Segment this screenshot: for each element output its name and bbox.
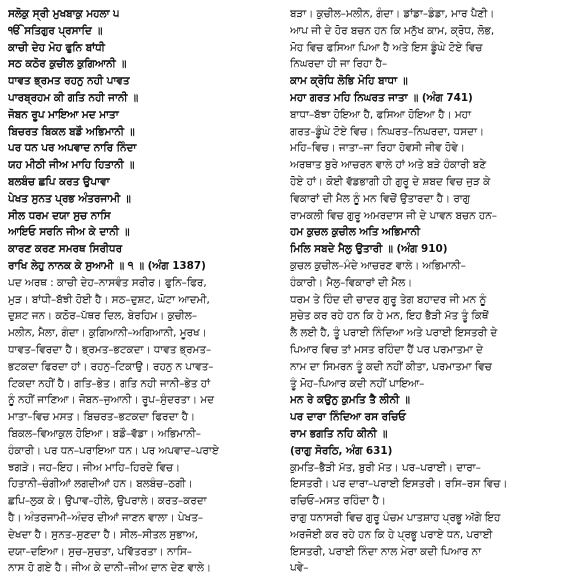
right-column-line: ਰਾਗੁ ਧਨਾਸਰੀ ਵਿਚ ਗੁਰੂ ਪੰਚਮ ਪਾਤਸ਼ਾਹ ਪ੍ਰਭੂ ਅੱਗੇ ਇਹ	[290, 511, 501, 524]
left-text-column	[8, 6, 283, 577]
left-column-line: ਭਟਕਦਾ ਫਿਰਦਾ ਹਾਂ। ਰਹਨੁ–ਟਿਕਾਉ। ਰਹਨੁ ਨ ਪਾਵਤ–	[8, 360, 214, 373]
left-column-line: ਮੁੜ। ਬਾਂਧੀ–ਬੱਝੀ ਹੋਈ ਹੈ। ਸਠ–ਦੁਸ਼ਟ, ਘੋਟਾ ਆਦਮੀ,	[8, 293, 210, 306]
left-column-line: ਬਲਬੰਚ ਛਪਿ ਕਰਤ ਉਪਾਵਾ	[8, 175, 110, 188]
left-column-line: ਬਿਕਲ–ਵਿਆਕੁਲ ਹੋਇਆ। ਬਡੌ–ਵੱਡਾ। ਅਭਿਮਾਨੀ–	[8, 427, 201, 440]
right-column-line: ਗਰਤ–ਡੂੰਘੇ ਟੋਏ ਵਿਚ। ਨਿਘਰਤ–ਨਿਘਰਦਾ, ਧਸਦਾ।	[290, 125, 484, 138]
left-column-line: ਪਦ ਅਰਥ : ਕਾਚੀ ਦੇਹ–ਨਾਸਵੰਤ ਸਰੀਰ। ਫੁਨਿ–ਫਿਰ,	[8, 276, 207, 289]
right-column-line: ਕਾਮ ਕ੍ਰੋਧਿ ਲੋਭਿ ਮੋਹਿ ਬਾਧਾ ॥	[290, 75, 408, 88]
left-column-line: ਟਿਕਦਾ ਨਹੀਂ ਹੈ। ਗਤਿ–ਭੇਤ। ਗਤਿ ਨਹੀ ਜਾਨੀ–ਭੇਤ ਹਾਂ	[8, 377, 211, 390]
right-column-line: ਮੋਹ ਵਿਚ ਫਸਿਆ ਪਿਆ ਹੈ ਅਤੇ ਇਸ ਡੂੰਘੇ ਟੋਏ ਵਿਚ	[290, 41, 483, 54]
left-column-line: ਕਾਰਣ ਕਰਣ ਸਮਰਥ ਸਿਰੀਧਰ	[8, 243, 123, 256]
right-text-column	[290, 6, 558, 577]
left-column-line: ਦੁਸ਼ਟ ਜਨ। ਕਠੋਰ–ਪੱਥਰ ਦਿਲ, ਬੇਰਹਿਮ। ਕੁਚੀਲ–	[8, 310, 198, 323]
right-column-line: ਅਰਥਾਤ ਬੁਰੇ ਆਚਰਨ ਵਾਲੇ ਹਾਂ ਅਤੇ ਬੜੇ ਹੰਕਾਰੀ ਬਣੇ	[290, 159, 487, 172]
right-column-line: ਮਿਲਿ ਸਬਦੇ ਮੈਲੁ ਉਤਾਰੀ ॥ (ਅੰਗ 910)	[290, 243, 448, 256]
left-column-line: ਆਇਓ ਸਰਨਿ ਜੀਅ ਕੇ ਦਾਨੀ ॥	[8, 226, 130, 239]
left-column-line: ਮਲੀਨ, ਮੈਲਾ, ਗੰਦਾ। ਕੁਗਿਆਨੀ–ਅਗਿਆਨੀ, ਮੂਰਖ।	[8, 327, 207, 340]
left-column-line: ਜੋਬਨ ਰੂਪ ਮਾਇਆ ਮਦ ਮਾਤਾ	[8, 108, 119, 121]
left-column-line: ਯਹ ਮੀਠੀ ਜੀਅ ਮਾਹਿ ਹਿਤਾਨੀ ॥	[8, 159, 135, 172]
right-column-line: ਪਵੇ–	[290, 562, 309, 575]
right-column-line: ਆਪ ਜੀ ਦੇ ਹੋਰ ਬਚਨ ਹਨ ਕਿ ਮਨੁੱਖ ਕਾਮ, ਕ੍ਰੋਧ, ਲੋਭ,	[290, 24, 495, 37]
left-column-line: ਕਾਚੀ ਦੇਹ ਮੋਹ ਫੁਨਿ ਬਾਂਧੀ	[8, 41, 105, 54]
right-column-line: ਰਾਮ ਭਗਤਿ ਨਹਿ ਕੀਨੀ ॥	[290, 427, 388, 440]
left-column-line: ਹਿਤਾਨੀ–ਚੰਗੀਆਂ ਲਗਦੀਆਂ ਹਨ। ਬਲਬੰਚ–ਠਗੀ।	[8, 478, 193, 491]
left-column-line: ਪਰ ਧਨ ਪਰ ਅਪਵਾਦ ਨਾਰਿ ਨਿੰਦਾ	[8, 142, 137, 155]
right-column-line: ਇਸਤਰੀ। ਪਰ ਦਾਰਾ–ਪਰਾਈ ਇਸਤਰੀ। ਰਸਿ–ਰਸ ਵਿਚ।	[290, 478, 508, 491]
right-column-line: ਬਾਧਾ–ਬੱਝਾ ਹੋਇਆ ਹੈ, ਫਸਿਆ ਹੋਇਆ ਹੈ। ਮਹਾ	[290, 108, 472, 121]
right-column-line: ਰਚਿਓ–ਮਸਤ ਰਹਿੰਦਾ ਹੈ।	[290, 495, 386, 508]
right-column-line: (ਰਾਗੁ ਸੋਰਠਿ, ਅੰਗ 631)	[290, 444, 393, 457]
left-column-line: ਸੀਲ ਧਰਮ ਦਯਾ ਸੁਚ ਨਾਸਿ	[8, 209, 111, 222]
right-column-line: ਮਹਾ ਗਰਤ ਮਹਿ ਨਿਘਰਤ ਜਾਤਾ ॥ (ਅੰਗ 741)	[290, 91, 473, 104]
right-column-line: ਹਮ ਕੁਚਲ ਕੁਚੀਲ ਅਤਿ ਅਭਿਮਾਨੀ	[290, 226, 421, 239]
right-column-line: ਸੁਚੇਤ ਕਰ ਰਹੇ ਹਨ ਕਿ ਹੇ ਮਨ, ਇਹ ਭੈੜੀ ਮੱਤ ਤੂੰ ਕਿਥੋਂ	[290, 310, 489, 323]
left-column-line: ਹੈ। ਅੰਤਰਜਾਮੀ–ਅੰਦਰ ਦੀਆਂ ਜਾਣਨ ਵਾਲਾ। ਪੇਖਤ–	[8, 511, 204, 524]
left-column-line: ਰਾਖਿ ਲੇਹੁ ਨਾਨਕ ਕੇ ਸੁਆਮੀ ॥ ੧ ॥ (ਅੰਗ 1387)	[8, 259, 206, 272]
left-column-line: ਪਾਰਬ੍ਰਹਮ ਕੀ ਗਤਿ ਨਹੀ ਜਾਨੀ ॥	[8, 91, 139, 104]
right-column-line: ਰਾਮਕਲੀ ਵਿਚ ਗੁਰੂ ਅਮਰਦਾਸ ਜੀ ਦੇ ਪਾਵਨ ਬਚਨ ਹਨ–	[290, 209, 497, 222]
left-column-line: ਧਾਵਤ ਭ੍ਰਮਤ ਰਹਨੁ ਨਹੀ ਪਾਵਤ	[8, 75, 130, 88]
left-column-line: ਨਾਸ ਹੋ ਗਏ ਹੈ। ਜੀਅ ਕੇ ਦਾਨੀ–ਜੀਅ ਦਾਨ ਦੇਣ ਵਾਲੇ।	[8, 562, 211, 575]
right-column-line: ਕੁਮਤਿ–ਭੈੜੀ ਮੱਤ, ਬੁਰੀ ਮੱਤ। ਪਰ–ਪਰਾਈ। ਦਾਰਾ–	[290, 461, 481, 474]
right-column-line: ਮਨ ਰੇ ਕਉਨੁ ਕੁਮਤਿ ਤੈ ਲੀਨੀ ॥	[290, 394, 410, 407]
left-column-line: ਸਠ ਕਠੋਰ ਕੁਚੀਲ ਕੁਗਿਆਨੀ ॥	[8, 58, 127, 71]
left-column-line: ਮਾਤਾ–ਵਿਚ ਮਸਤ। ਬਿਚਰਤ–ਭਟਕਦਾ ਫਿਰਦਾ ਹੈ।	[8, 411, 195, 424]
right-column-line: ਬੜਾ। ਕੁਚੀਲ–ਮਲੀਨ, ਗੰਦਾ। ਡਾਂਡਾ–ਡੰਡਾ, ਮਾਰ ਪੈਣੀ।	[290, 8, 495, 20]
right-column-line: ਨਿਘਰਦਾ ਹੀ ਜਾ ਰਿਹਾ ਹੈ–	[290, 58, 388, 71]
left-column-line: ਦਯਾ–ਦਇਆ। ਸੁਚ–ਸੁਚਤਾ, ਪਵਿੱਤਰਤਾ। ਨਾਸਿ–	[8, 545, 192, 558]
left-column-line: ਬਿਚਰਤ ਬਿਕਲ ਬਡੌ ਅਭਿਮਾਨੀ ॥	[8, 125, 135, 138]
left-column-line: ਦੇਖਦਾ ਹੈ। ਸੁਨਤ–ਸੁਣਦਾ ਹੈ। ਸੀਲ–ਸੀਤਲ ਸੁਭਾਅ,	[8, 528, 198, 541]
left-column-line: ਪੇਖਤ ਸੁਨਤ ਪ੍ਰਭ ਅੰਤਰਜਾਮੀ ॥	[8, 192, 131, 205]
left-column-line: ਛਪਿ–ਲੁਕ ਕੇ। ਉਪਾਵ–ਹੀਲੇ, ਉਪਰਾਲੇ। ਕਰਤ–ਕਰਦਾ	[8, 495, 207, 508]
right-column-line: ਤੂੰ ਮੋਹ–ਪਿਆਰ ਕਦੀ ਨਹੀਂ ਪਾਇਆ–	[290, 377, 425, 390]
right-column-line: ਪਿਆਰ ਵਿਚ ਤਾਂ ਮਸਤ ਰਹਿੰਦਾ ਹੈਂ ਪਰ ਪਰਮਾਤਮਾ ਦੇ	[290, 343, 483, 356]
right-column-line: ਧਰਮ ਤੇ ਹਿੰਦ ਦੀ ਚਾਦਰ ਗੁਰੂ ਤੇਗ ਬਹਾਦਰ ਜੀ ਮਨ ਨੂੰ	[290, 293, 487, 306]
right-column-line: ਇਸਤਰੀ, ਪਰਾਈ ਨਿੰਦਾ ਨਾਲ ਮੇਰਾ ਕਦੀ ਪਿਆਰ ਨਾ	[290, 545, 482, 558]
right-column-line: ਵਿਕਾਰਾਂ ਦੀ ਮੈਲ ਨੂੰ ਮਨ ਵਿਚੋਂ ਉਤਾਰਦਾ ਹੈ। ਰਾਗੁ	[290, 192, 470, 205]
left-column-line: ਸਲੋਕੁ ਸ੍ਰੀ ਮੁਖਬਾਕੁ ਮਹਲਾ ੫	[8, 8, 120, 20]
right-column-line: ਹੋਏ ਹਾਂ। ਕੋਈ ਵੱਡਭਾਗੀ ਹੀ ਗੁਰੂ ਦੇ ਸ਼ਬਦ ਵਿਚ ਜੁੜ ਕੇ	[290, 175, 491, 188]
left-column-line: ਨੂੰ ਨਹੀਂ ਜਾਣਿਆ। ਜੋਬਨ–ਜੁਆਨੀ। ਰੂਪ–ਸੁੰਦਰਤਾ। ਮਦ	[8, 394, 215, 407]
right-column-line: ਨਾਮ ਦਾ ਸਿਮਰਨ ਤੂੰ ਕਦੀ ਨਹੀਂ ਕੀਤਾ, ਪਰਮਾਤਮਾ ਵਿਚ	[290, 360, 492, 373]
left-column-line: ਝਗੜੇ। ਜਹ–ਇਹ। ਜੀਅ ਮਾਹਿ–ਹਿਰਦੇ ਵਿਚ।	[8, 461, 181, 474]
right-column-line: ਹੰਕਾਰੀ। ਮੈਲੁ–ਵਿਕਾਰਾਂ ਦੀ ਮੈਲ।	[290, 276, 413, 289]
right-column-line: ਅਰਜੋਈ ਕਰ ਰਹੇ ਹਨ ਕਿ ਹੇ ਪ੍ਰਭੂ ਪਰਾਏ ਧਨ, ਪਰਾਈ	[290, 528, 493, 541]
right-column-line: ਪਰ ਦਾਰਾ ਨਿੰਦਿਆ ਰਸ ਰਚਿਓ	[290, 411, 406, 424]
right-column-line: ਕੁਚਲ ਕੁਚੀਲ–ਮੰਦੇ ਆਚਰਣ ਵਾਲੇ। ਅਭਿਮਾਨੀ–	[290, 259, 466, 272]
left-column-line: ਧਾਵਤ–ਵਿਰਦਾ ਹੈ। ਭ੍ਰਮਤ–ਭਟਕਦਾ। ਧਾਵਤ ਭ੍ਰਮਤ–	[8, 343, 212, 356]
right-column-line: ਲੈ ਲਈ ਹੈ, ਤੂੰ ਪਰਾਈ ਨਿੰਦਿਆ ਅਤੇ ਪਰਾਈ ਇਸਤਰੀ ਦੇ	[290, 327, 498, 340]
left-column-line: ੴ ਸਤਿਗੁਰ ਪ੍ਰਸਾਦਿ ॥	[8, 24, 103, 37]
left-column-line: ਹੰਕਾਰੀ। ਪਰ ਧਨ–ਪਰਾਇਆ ਧਨ। ਪਰ ਅਪਵਾਦ–ਪਰਾਏ	[8, 444, 219, 457]
right-column-line: ਮਹਿ–ਵਿਚ। ਜਾਤਾ–ਜਾ ਰਿਹਾ ਹੋਵਸੀ ਜੀਵ ਹੋਵੇ।	[290, 142, 465, 155]
